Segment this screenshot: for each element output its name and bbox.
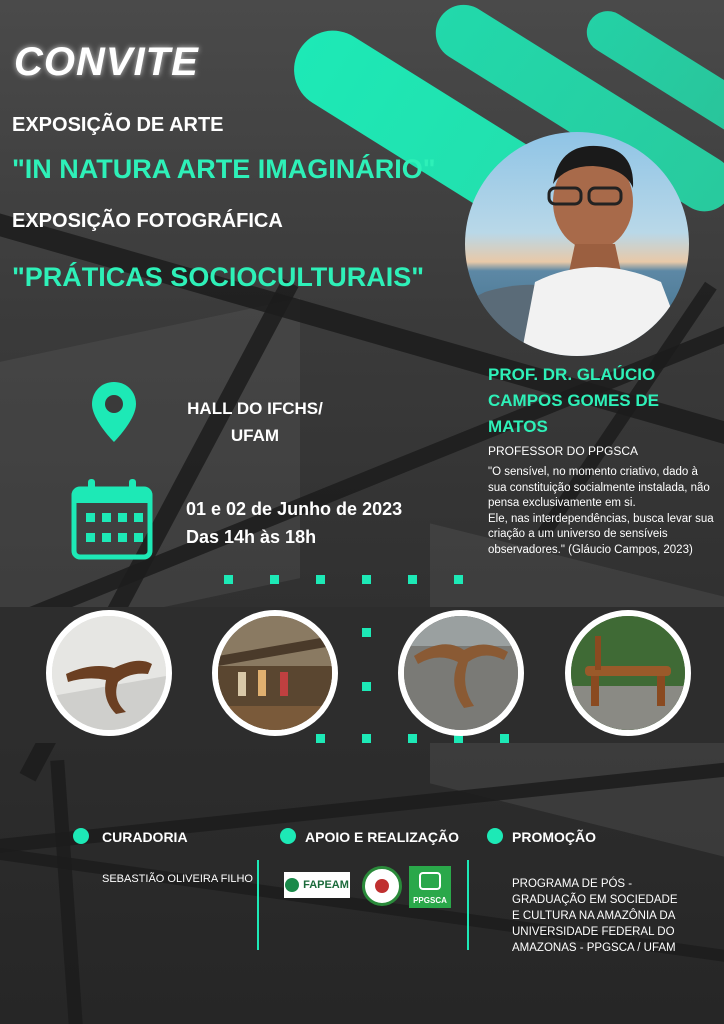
promocao-bullet-icon (487, 828, 503, 844)
ppgsca-logo (409, 866, 451, 908)
professor-role: PROFESSOR DO PPGSCA (488, 444, 639, 458)
section-divider (467, 860, 469, 950)
location-line-1: HALL DO IFCHS/ (187, 399, 323, 418)
promocao-heading: PROMOÇÃO (512, 829, 596, 845)
event-date: 01 e 02 de Junho de 2023 (186, 499, 403, 519)
decorative-square (500, 734, 509, 743)
university-seal-icon (362, 866, 402, 906)
decorative-square (270, 575, 279, 584)
decorative-square (316, 734, 325, 743)
gallery-photo-3 (398, 610, 524, 736)
map-pin-icon (90, 380, 138, 449)
location-text (180, 395, 330, 449)
fapeam-logo-text: FAPEAM (303, 879, 349, 891)
decorative-square (362, 734, 371, 743)
exhibition-title-art: "IN NATURA ARTE IMAGINÁRIO" (12, 154, 436, 184)
event-schedule (186, 495, 402, 551)
professor-name: PROF. DR. GLAÚCIO CAMPOS GOMES DE MATOS (488, 365, 659, 436)
exhibition-type-photo: EXPOSIÇÃO FOTOGRÁFICA (12, 210, 283, 232)
decorative-square (362, 575, 371, 584)
exhibition-title-photo: "PRÁTICAS SOCIOCULTURAIS" (12, 262, 425, 292)
quote-part-2: Ele, nas interdependências, busca levar sua criação a um universo de sensíveis observadores." (Gláucio Campos, 2023) (488, 512, 714, 556)
quote-part-1: "O sensível, no momento criativo, dado à sua constituição socialmente instalada, não pensa exclusivamente em si. (488, 466, 710, 509)
gallery-photo-2 (212, 610, 338, 736)
exhibition-type-art: EXPOSIÇÃO DE ARTE (12, 114, 224, 136)
calendar-icon (70, 477, 154, 566)
curator-name: SEBASTIÃO OLIVEIRA FILHO (102, 873, 253, 885)
fapeam-emblem-icon (285, 878, 299, 892)
gallery-photo-4 (565, 610, 691, 736)
decorative-square (454, 575, 463, 584)
decorative-square (408, 734, 417, 743)
decorative-square (362, 682, 371, 691)
background-beam (50, 760, 83, 1024)
decorative-square (224, 575, 233, 584)
promoter-description: PROGRAMA DE PÓS - GRADUAÇÃO EM SOCIEDADE E CULTURA NA AMAZÔNIA DA UNIVERSIDADE FEDERAL DO AMAZONAS - PPGSCA / UFAM (512, 878, 678, 954)
professor-quote (488, 465, 718, 558)
apoio-bullet-icon (280, 828, 296, 844)
section-divider (257, 860, 259, 950)
curadoria-heading: CURADORIA (102, 829, 188, 845)
location-line-2: UFAM (230, 426, 280, 445)
ppgsca-emblem-icon (419, 872, 441, 890)
decorative-square (316, 575, 325, 584)
apoio-heading: APOIO E REALIZAÇÃO (305, 829, 460, 845)
professor-portrait (465, 132, 689, 356)
decorative-square (408, 575, 417, 584)
fapeam-logo (284, 872, 350, 898)
decorative-square (362, 628, 371, 637)
event-time: Das 14h às 18h (186, 527, 317, 547)
ppgsca-logo-text: PPGSCA (413, 896, 447, 905)
curadoria-bullet-icon (73, 828, 89, 844)
portrait-illustration (465, 132, 689, 356)
gallery-photo-1 (46, 610, 172, 736)
poster-title: CONVITE (14, 40, 199, 84)
